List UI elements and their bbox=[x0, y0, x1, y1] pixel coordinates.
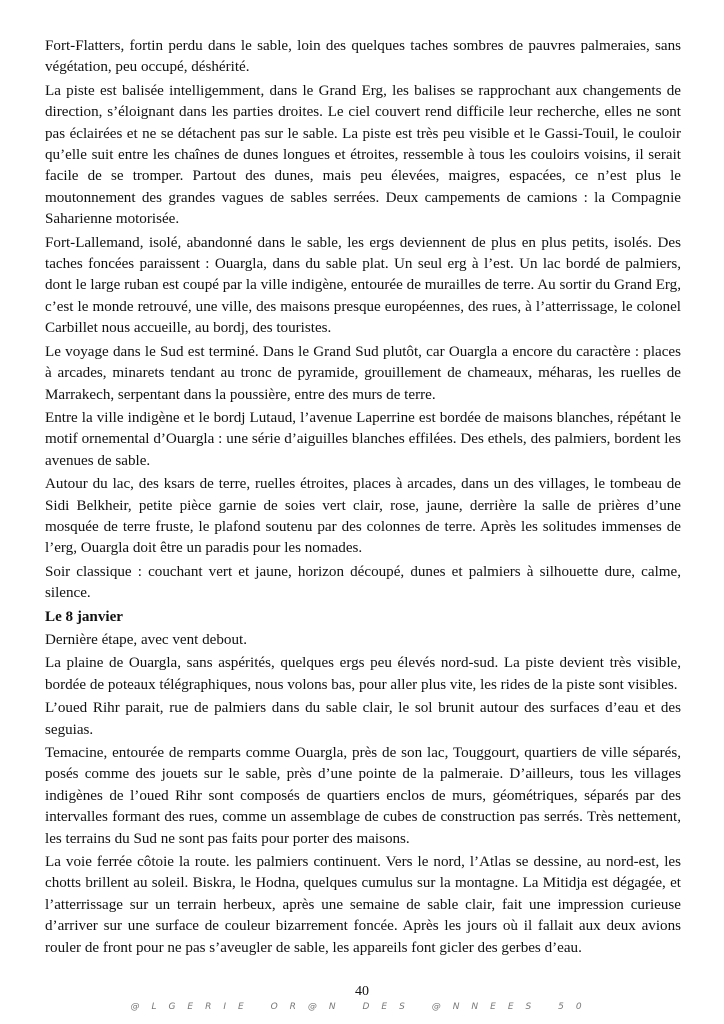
page-number: 40 bbox=[355, 984, 369, 999]
footer-watermark: @LGERIE OR@N DES @NNEES 50 bbox=[130, 1002, 594, 1012]
paragraph: Le voyage dans le Sud est terminé. Dans le Grand Sud plutôt, car Ouargla a encore du caractère : places à arcades, minarets tendant au tronc de pyramide, grouillement de chameaux, méharas, les ruelles de Marrakech, serpentant dans la poussière, entre des murs de terre. bbox=[45, 343, 681, 403]
paragraph: La voie ferrée côtoie la route. les palmiers continuent. Vers le nord, l’Atlas se dessine, au nord-est, les chotts brillent au soleil. Biskra, le Hodna, quelques cumulus sur la montagne. La Mitidja est dégagée, et l’atterrissage sur un terrain herbeux, après une semaine de sable clair, fait une impression curieuse d’arriver sur une surface de couleur bizarrement foncée. Après les jours où il fallait aux deux avions rouler de front pour ne pas s’aveugler de sable, les appareils font gicler des gerbes d’eau. bbox=[45, 854, 681, 956]
paragraph: La plaine de Ouargla, sans aspérités, quelques ergs peu élevés nord-sud. La piste devient très visible, bordée de poteaux télégraphiques, nous volons bas, pour aller plus vite, les rides de la piste sont visibles. bbox=[45, 655, 681, 693]
paragraph: Temacine, entourée de remparts comme Ouargla, près de son lac, Touggourt, quartiers de ville séparés, posés comme des jouets sur le sable, près d’une pointe de la palmeraie. D’ailleurs, tous les villages indigènes de l’oued Rihr sont composés de quartiers enclos de murs, géométriques, séparés par des intervalles formant des rues, comme un assemblage de cubes de construction pas serrés. Très nettement, les terrains du Sud ne sont pas faits pour porter des maisons. bbox=[45, 745, 681, 847]
paragraph: Dernière étape, avec vent debout. bbox=[45, 631, 247, 648]
paragraph: La piste est balisée intelligemment, dans le Grand Erg, les balises se rapprochant aux changements de direction, s’éloignant dans les parties droites. Le ciel couvert rend difficile leur recherche, elles ne sont pas éclairées et ne se détachent pas sur le sable. La piste est très peu visible et le Gassi-Touil, le couloir qu’elle suit entre les chaînes de dunes longues et étroites, ressemble à tous les couloirs voisins, il serait facile de se tromper. Partout des dunes, mais peu élevées, maigres, espacées, ce n’est plus le moutonnement des grandes vagues de sables serrées. Deux campements de camions : la Compagnie Saharienne motorisée. bbox=[45, 82, 681, 228]
paragraph: Autour du lac, des ksars de terre, ruelles étroites, places à arcades, dans un des villages, le tombeau de Sidi Belkheir, petite pièce garnie de soies vert clair, rose, jaune, derrière la salle de prières d’une mosquée de terre fruste, le plafond soutenu par des colonnes de terre. Après les solitudes immenses de l’erg, Ouargla doit être un paradis pour les nomades. bbox=[45, 476, 681, 557]
page-body bbox=[45, 36, 681, 961]
paragraph: Soir classique : couchant vert et jaune, horizon découpé, dunes et palmiers à silhouette dure, calme, silence. bbox=[45, 563, 681, 602]
paragraph: Entre la ville indigène et le bordj Lutaud, l’avenue Laperrine est bordée de maisons blanches, répétant le motif ornemental d’Ouargla : une série d’aiguilles blanches effilées. Des ethels, des palmiers, bordent les avenues de sable. bbox=[45, 409, 681, 469]
paragraph: Fort-Lallemand, isolé, abandonné dans le sable, les ergs deviennent de plus en plus petits, isolés. Des taches foncées paraissent : Ouargla, dans du sable plat. Un seul erg à l’est. Un lac bordé de palmiers, dont le large ruban est coupé par la ville indigène, entourée de murailles de terre. Au sortir du Grand Erg, c’est le monde retrouvé, une ville, des maisons presque européennes, des rues, à l’atterrissage, le colonel Carbillet nous accueille, au bordj, des touristes. bbox=[45, 234, 681, 337]
paragraph: Fort-Flatters, fortin perdu dans le sable, loin des quelques taches sombres de pauvres palmeraies, sans végétation, peu occupé, déshérité. bbox=[45, 38, 681, 76]
date-heading: Le 8 janvier bbox=[45, 608, 123, 625]
paragraph: L’oued Rihr parait, rue de palmiers dans du sable clair, le sol brunit autour des surfaces d’eau et des seguias. bbox=[45, 700, 681, 738]
